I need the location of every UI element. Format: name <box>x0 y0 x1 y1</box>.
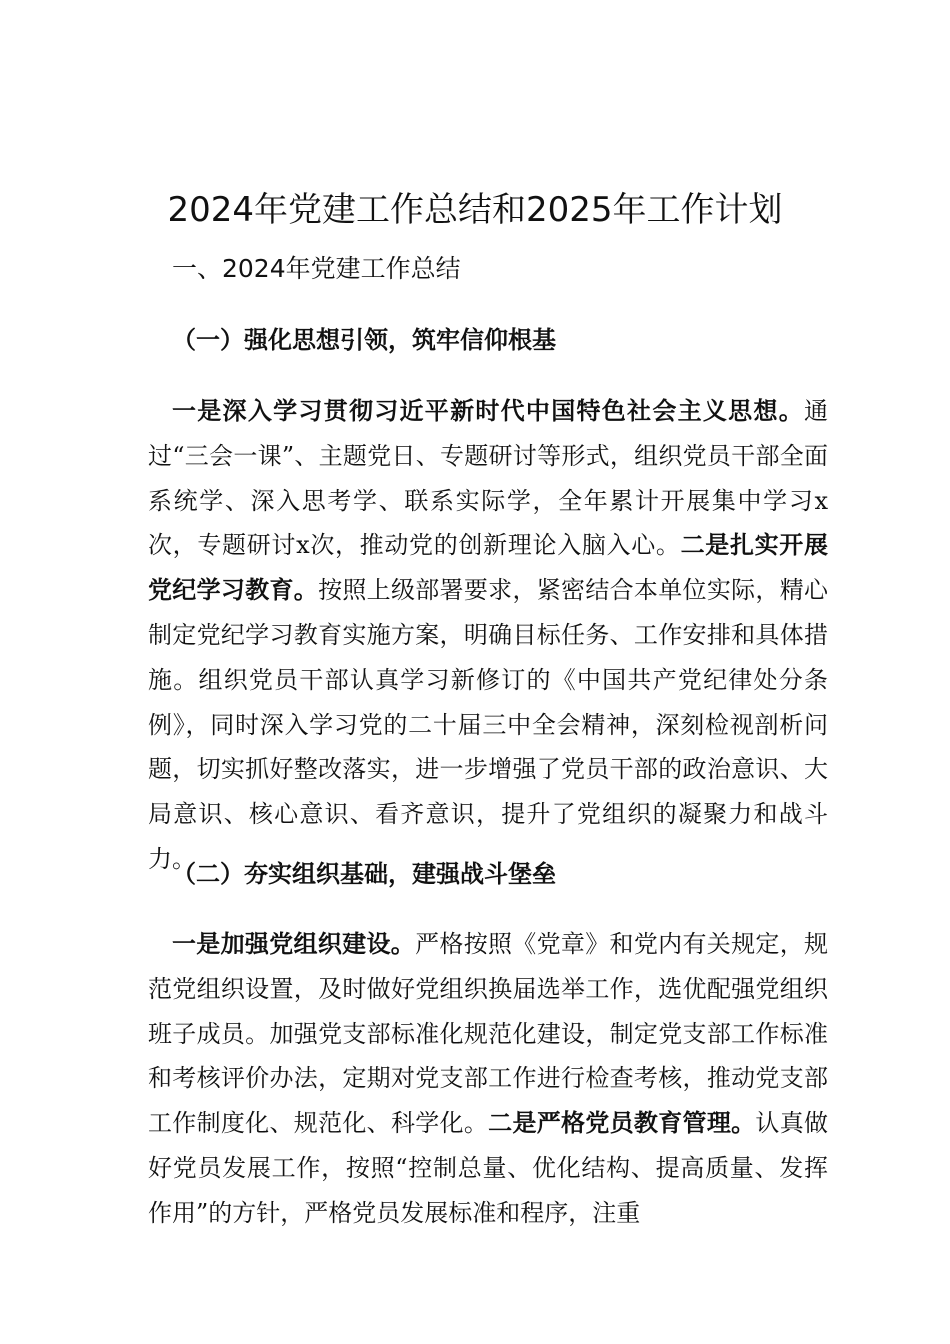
subsection-heading-2: （二）夯实组织基础，建强战斗堡垒 <box>172 859 556 888</box>
paragraph-1-lead-1: 一是深入学习贯彻习近平新时代中国特色社会主义思想。 <box>172 396 804 425</box>
paragraph-2-text-2: 认真做好党员发展工作，按照“控制总量、优化结构、提高质量、发挥作用”的方针，严格党员发展标准和程序，注重 <box>148 1109 829 1227</box>
paragraph-2-lead-2: 二是严格党员教育管理。 <box>488 1108 756 1138</box>
document-title: 2024年党建工作总结和2025年工作计划 <box>167 190 783 230</box>
paragraph-2-text-1: 严格按照《党章》和党内有关规定，规范党组织设置，及时做好党组织换届选举工作，选优配强党组织班子成员。加强党支部标准化规范化建设，制定党支部工作标准和考核评价办法，定期对党支部工作进行检查考核，推动党支部工作制度化、规范化、科学化。 <box>148 930 829 1138</box>
paragraph-1-lead-2: 二是扎实开展党纪学习教育。 <box>148 530 828 605</box>
paragraph-2 <box>148 922 828 1236</box>
paragraph-1-text-1: 通过“三会一课”、主题党日、专题研讨等形式，组织党员干部全面系统学、深入思考学、联系实际学，全年累计开展集中学习x次，专题研讨x次，推动党的创新理论入脑入心。 <box>148 397 828 560</box>
paragraph-1 <box>148 389 828 882</box>
section-heading: 一、2024年党建工作总结 <box>172 254 461 283</box>
subsection-heading-1: （一）强化思想引领，筑牢信仰根基 <box>172 325 556 354</box>
paragraph-1-text-2: 按照上级部署要求，紧密结合本单位实际，精心制定党纪学习教育实施方案，明确目标任务、工作安排和具体措施。组织党员干部认真学习新修订的《中国共产党纪律处分条例》，同时深入学习党的二十届三中全会精神，深刻检视剖析问题，切实抓好整改落实，进一步增强了党员干部的政治意识、大局意识、核心意识、看齐意识，提升了党组织的凝聚力和战斗力。 <box>148 576 829 873</box>
paragraph-2-lead-1: 一是加强党组织建设。 <box>172 929 416 958</box>
